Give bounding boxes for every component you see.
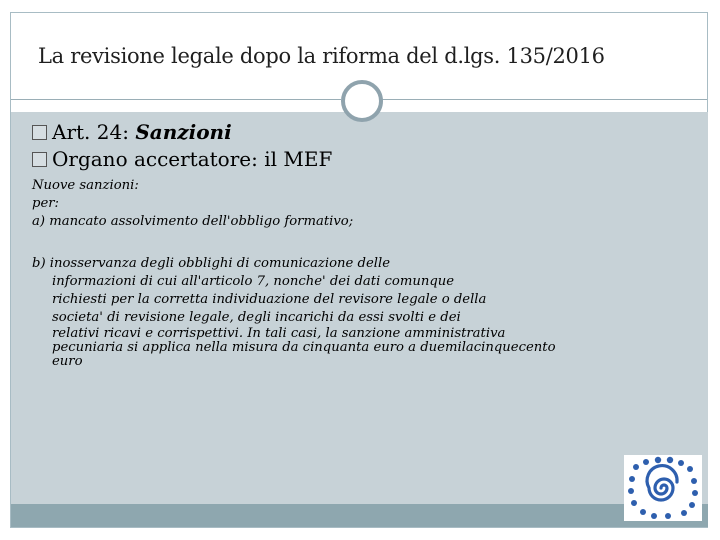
title-divider-left — [11, 99, 341, 100]
paragraph-line: b) inosservanza degli obblighi di comunicazione delle — [32, 256, 391, 271]
bullet-item-sanzioni — [32, 120, 232, 144]
checkbox-bullet-icon — [32, 125, 47, 140]
bottom-bar — [11, 504, 708, 527]
spiral-logo-graphic — [624, 455, 702, 521]
text-line: Nuove sanzioni: — [32, 178, 139, 193]
paragraph-line: pecuniaria si applica nella misura da cinquanta euro a duemilacinquecento — [52, 340, 556, 355]
title-divider-right — [380, 99, 707, 100]
paragraph-line: richiesti per la corretta individuazione del revisore legale o della — [52, 292, 487, 307]
sanction-paragraph — [32, 255, 556, 369]
bullet-prefix: Art. 24: — [52, 120, 136, 144]
text-line: a) mancato assolvimento dell'obbligo formativo; — [32, 214, 354, 229]
text-line: per: — [32, 196, 59, 211]
paragraph-line: euro — [52, 354, 83, 369]
paragraph-line: societa' di revisione legale, degli incarichi da essi svolti e dei — [52, 310, 461, 325]
checkbox-bullet-icon — [32, 152, 47, 167]
bullet-item-organo — [32, 147, 332, 171]
paragraph-line: relativi ricavi e corrispettivi. In tali casi, la sanzione amministrativa — [52, 326, 506, 341]
bullet-emphasis: Sanzioni — [135, 120, 232, 144]
spiral-logo-icon — [624, 455, 702, 521]
slide-title: La revisione legale dopo la riforma del d.lgs. 135/2016 — [38, 44, 605, 68]
paragraph-line: informazioni di cui all'articolo 7, nonche' dei dati comunque — [52, 274, 455, 289]
circle-ornament-icon — [341, 80, 383, 122]
bullet-prefix: Organo accertatore: il MEF — [52, 147, 333, 171]
